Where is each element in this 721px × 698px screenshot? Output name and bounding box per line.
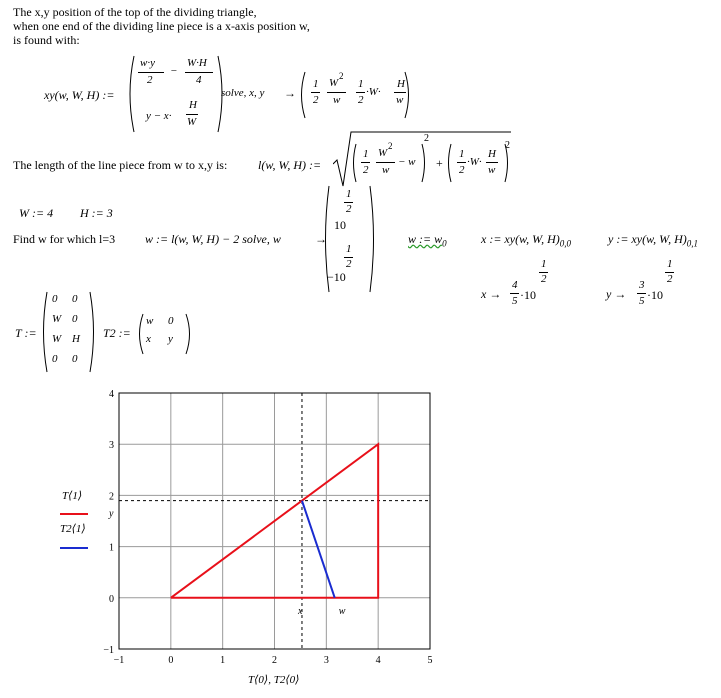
y-assign (608, 232, 698, 248)
T2-matrix-brackets (136, 312, 196, 356)
len-w: w (382, 164, 390, 176)
xy-m11-minus: − (170, 65, 178, 77)
len-H: H (488, 148, 496, 160)
xy-m12-den: 4 (196, 74, 202, 86)
len-sq1: 2 (424, 133, 429, 144)
len-minus-w: − w (398, 156, 416, 168)
frac-bar (186, 114, 198, 115)
x-res-half-den: 2 (541, 273, 547, 285)
w-sub: 0 (442, 238, 447, 249)
xy-solve-keyword: solve, x, y (221, 87, 265, 99)
w-solve-arrow: → (315, 232, 327, 246)
w-solve-expr: w := l(w, W, H) − 2 solve, w (145, 232, 281, 246)
frac-bar (361, 162, 370, 163)
len-plus: + (436, 156, 443, 170)
T-cell: 0 (72, 313, 78, 325)
x-res-ten: ·10 (520, 288, 536, 302)
y-tick-label: −1 (103, 645, 114, 656)
xy-m21-num: H (189, 99, 197, 111)
frac-bar (510, 293, 519, 294)
y-result-label: y → (606, 287, 627, 301)
x-marker-label: x (297, 605, 303, 617)
xy-arrow: → (284, 86, 296, 100)
T2-cell: w (146, 315, 154, 327)
xy-r-W: W (329, 77, 339, 89)
x-axis-label: T⟨0⟩, T2⟨0⟩ (248, 674, 300, 686)
frac-bar (394, 92, 406, 93)
frac-bar (637, 293, 646, 294)
len-den2b: 2 (459, 164, 465, 176)
frac-bar (311, 92, 320, 93)
x-res-half-num: 1 (541, 258, 547, 270)
xy-r-exp: 2 (339, 71, 344, 81)
frac-bar (486, 162, 498, 163)
intro-line-3: is found with: (13, 33, 80, 47)
W-assign: W := 4 (19, 206, 54, 220)
len-W: W (378, 147, 388, 159)
wres-neg-ten: −10 (327, 270, 346, 284)
frac-bar (356, 92, 365, 93)
xy-m21-den: W (187, 116, 197, 128)
frac-bar (376, 162, 395, 163)
T-cell: W (52, 333, 62, 345)
frac-bar (138, 72, 164, 73)
T-cell: 0 (72, 293, 78, 305)
xy-r-den4: 2 (358, 94, 364, 106)
y-res-half-den: 2 (667, 273, 673, 285)
wres-half-num: 1 (346, 188, 352, 200)
T-cell: 0 (52, 293, 58, 305)
len-den2: 2 (363, 164, 369, 176)
T2-cell: x (146, 333, 151, 345)
T-cell: 0 (72, 353, 78, 365)
x-tick-label: 0 (168, 655, 174, 666)
wres-half-den2: 2 (346, 258, 352, 270)
len-w2: w (488, 164, 496, 176)
frac-bar (185, 72, 213, 73)
xy-r-dotW: ·W· (366, 86, 381, 98)
y-tick-label: 4 (109, 389, 114, 400)
w-assign-w0 (408, 232, 447, 248)
T-label: T := (15, 326, 37, 340)
intro-line-2: when one end of the dividing line piece is a x-axis position w, (13, 19, 310, 33)
y-tick-label: 2 (109, 491, 114, 503)
xy-r-H: H (397, 78, 405, 90)
H-assign: H := 3 (80, 206, 113, 220)
x-assign (481, 232, 571, 248)
frac-bar (327, 92, 346, 93)
xy-r-num1: 1 (313, 78, 319, 90)
T-cell: W (52, 313, 62, 325)
x-tick-label: 4 (375, 655, 381, 666)
xy-def-lhs: xy(w, W, H) := (44, 88, 115, 102)
len-num1b: 1 (459, 148, 465, 160)
find-w-text: Find w for which l=3 (13, 232, 116, 246)
xy-m12-num: W·H (187, 57, 207, 69)
intro-line-1: The x,y position of the top of the dividing triangle, (13, 5, 257, 19)
legend-T1-line (60, 513, 88, 515)
T2-cell: 0 (168, 315, 174, 327)
legend-T2-line (60, 547, 88, 549)
frac-bar (457, 162, 466, 163)
legend-T1-label: T⟨1⟩ (62, 490, 83, 502)
xy-r-w: w (333, 94, 341, 106)
x-sub: 0,0 (559, 238, 571, 249)
len-num1: 1 (363, 148, 369, 160)
legend-T2-label: T2⟨1⟩ (60, 523, 86, 535)
y-tick-label: 3 (109, 440, 114, 452)
x-tick-label: 2 (272, 655, 277, 666)
x-tick-label: 1 (220, 655, 226, 666)
len-exp: 2 (388, 141, 393, 151)
w-marker-label: w (338, 605, 346, 617)
T2-cell: y (168, 333, 173, 345)
y-tick-label: 1 (109, 542, 114, 554)
y-marker-label: y (109, 508, 114, 520)
intro-text (13, 5, 310, 47)
xy-m11-den: 2 (147, 74, 153, 86)
y-res-num: 3 (639, 279, 645, 291)
w-assign-text: w := w (408, 232, 443, 246)
length-lhs: l(w, W, H) := (258, 158, 322, 172)
series-T2-line (302, 501, 335, 598)
x-assign-text: x := xy(w, W, H) (481, 232, 560, 246)
xy-m11-num: w·y (140, 57, 155, 69)
x-result-label: x → (481, 287, 502, 301)
length-label: The length of the line piece from w to x,y is: (13, 158, 228, 172)
len-dotW: ·W· (467, 156, 482, 168)
y-res-ten: ·10 (647, 288, 663, 302)
xy-m21-pre: y − x· (146, 110, 172, 122)
y-res-den: 5 (639, 295, 645, 307)
triangle-plot (100, 385, 560, 685)
wres-half-num2: 1 (346, 243, 352, 255)
y-sub: 0,1 (686, 238, 698, 249)
wres-ten: 10 (334, 218, 346, 232)
wres-half-den: 2 (346, 203, 352, 215)
len-sq2: 2 (505, 140, 510, 151)
y-assign-text: y := xy(w, W, H) (608, 232, 687, 246)
y-res-half-num: 1 (667, 258, 673, 270)
y-tick-label: 0 (109, 593, 114, 605)
x-tick-label: 3 (323, 655, 329, 666)
x-tick-label: −1 (113, 655, 125, 666)
T-matrix-brackets (40, 290, 100, 374)
T-cell: H (72, 333, 80, 345)
xy-r-num3: 1 (358, 78, 364, 90)
T-cell: 0 (52, 353, 58, 365)
x-tick-label: 5 (427, 655, 433, 666)
xy-r-den2: 2 (313, 94, 319, 106)
xy-r-w2: w (396, 94, 404, 106)
T2-label: T2 := (103, 326, 131, 340)
sqrt-sign (333, 130, 533, 190)
x-res-num: 4 (512, 279, 518, 291)
x-res-den: 5 (512, 295, 518, 307)
